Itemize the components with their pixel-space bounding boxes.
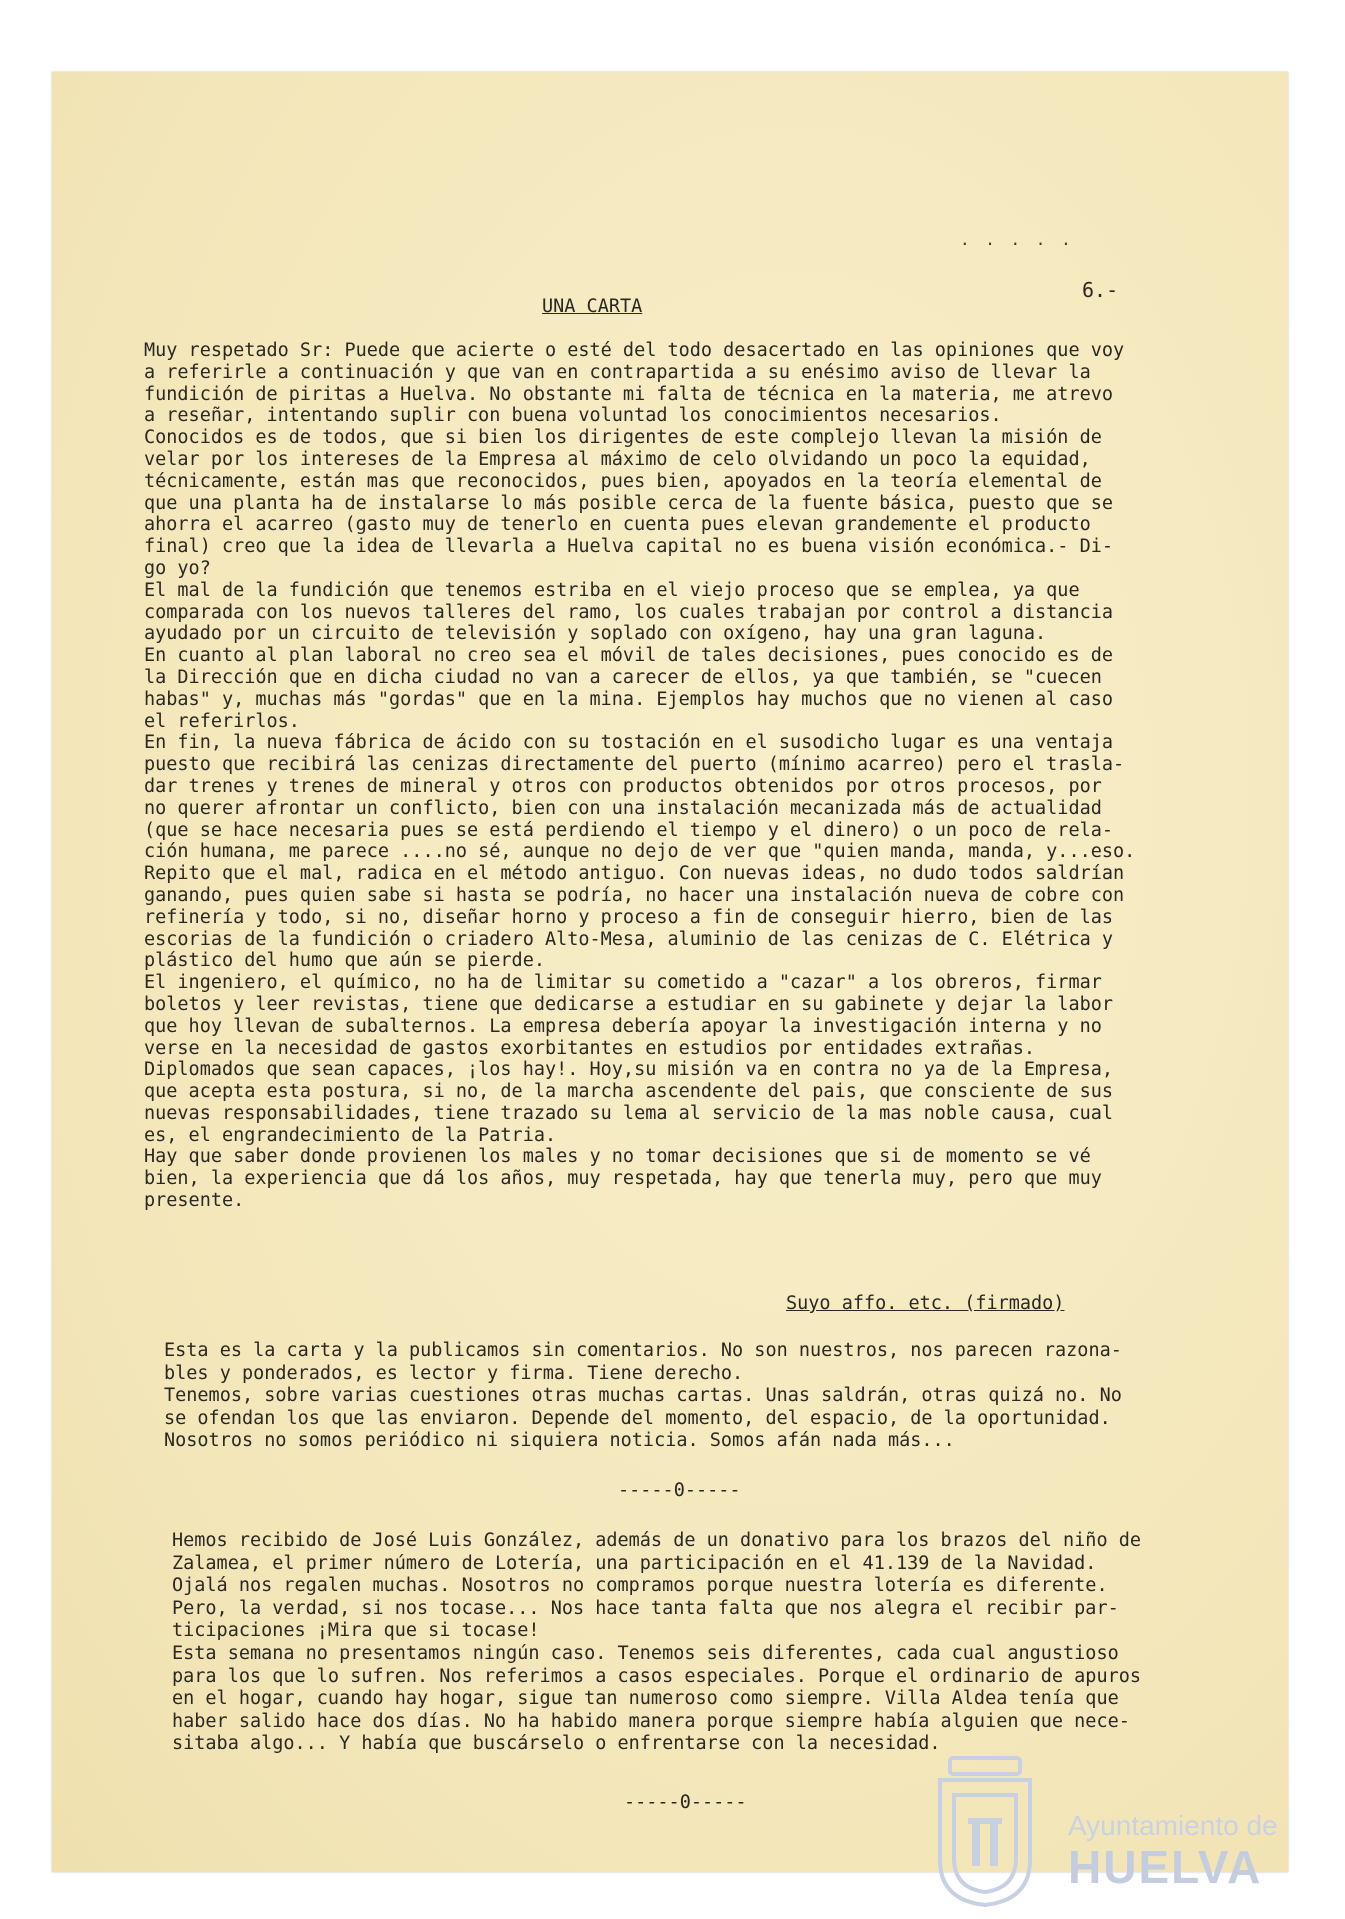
letter-line: final) creo que la idea de llevarla a Huelva capital no es buena visión económica.- Di- bbox=[144, 536, 1114, 558]
letter-line: a referirle a continuación y que van en contrapartida a su enésimo aviso de llevar la bbox=[144, 361, 1091, 383]
letter-line: Conocidos es de todos, que si bien los dirigentes de este complejo llevan la misión de bbox=[144, 427, 1102, 449]
letter-line: técnicamente, están mas que reconocidos, pues bien, apoyados en la teoría elemental de bbox=[144, 470, 1102, 492]
news-line: Hemos recibido de José Luis González, además de un donativo para los brazos del niño de bbox=[172, 1530, 1142, 1551]
news-line: Ojalá nos regalen muchas. Nosotros no compramos porque nuestra lotería es diferente. bbox=[172, 1575, 1108, 1597]
news-line: Zalamea, el primer número de Lotería, una participación en el 41.139 de la Navidad. bbox=[172, 1552, 1097, 1574]
letter-line: habas" y, muchas más "gordas" que en la mina. Ejemplos hay muchos que no vienen al caso bbox=[144, 688, 1114, 710]
letter-line: la Dirección que en dicha ciudad no van a carecer de ellos, ya que también, se "cuecen bbox=[144, 666, 1102, 688]
letter-line: nuevas responsabilidades, tiene trazado su lema al servicio de la mas noble causa, cual bbox=[144, 1102, 1114, 1124]
letter-line: (que se hace necesaria pues se está perdiendo el tiempo y el dinero) o un poco de rela- bbox=[144, 819, 1114, 841]
news-line: Pero, la verdad, si nos tocase... Nos hace tanta falta que nos alegra el recibir par- bbox=[172, 1597, 1119, 1619]
letter-line: boletos y leer revistas, tiene que dedicarse a estudiar en su gabinete y dejar la labor bbox=[144, 993, 1114, 1015]
letter-line: es, el engrandecimiento de la Patria. bbox=[144, 1124, 557, 1146]
letter-line: fundición de piritas a Huelva. No obstante mi falta de técnica en la materia, me atrevo bbox=[144, 383, 1114, 405]
letter-line: En cuanto al plan laboral no creo sea el móvil de tales decisiones, pues conocido es de bbox=[144, 645, 1114, 667]
letter-line: bien, la experiencia que dá los años, muy respetada, hay que tenerla muy, pero que muy bbox=[144, 1168, 1102, 1190]
section-divider: -----0----- bbox=[618, 1480, 741, 1501]
letter-line: Muy respetado Sr: Puede que acierte o esté del todo desacertado en las opiniones que voy bbox=[144, 340, 1125, 361]
commentary-line: bles y ponderados, es lector y firma. Tiene derecho. bbox=[164, 1362, 744, 1384]
stamp-text-ayuntamiento: Ayuntamiento de bbox=[1068, 1810, 1278, 1841]
letter-line: velar por los intereses de la Empresa al máximo de celo olvidando un poco la equidad, bbox=[144, 448, 1091, 470]
news-line: en el hogar, cuando hay hogar, sigue tan numeroso como siempre. Villa Aldea tenía que bbox=[172, 1688, 1119, 1710]
news-line: ticipaciones ¡Mira que si tocase! bbox=[172, 1620, 540, 1642]
letter-line: verse en la necesidad de gastos exorbitantes en estudios por entidades extrañas. bbox=[144, 1037, 1036, 1059]
letter-line: Repito que el mal, radica en el método antiguo. Con nuevas ideas, no dudo todos saldrían bbox=[144, 863, 1125, 885]
document-title: UNA CARTA bbox=[542, 296, 643, 317]
letter-line: ganando, pues quien sabe si hasta se podría, no hacer una instalación nueva de cobre con bbox=[144, 884, 1125, 906]
news-body bbox=[172, 1530, 1141, 1756]
letter-line: puesto que recibirá las cenizas directamente del puerto (mínimo acarreo) pero el trasla- bbox=[144, 754, 1125, 776]
commentary-line: Esta es la carta y la publicamos sin comentarios. No son nuestros, nos parecen razona- bbox=[164, 1340, 1122, 1361]
letter-line: refinería y todo, si no, diseñar horno y proceso a fin de conseguir hierro, bien de las bbox=[144, 906, 1114, 928]
commentary-line: se ofendan los que las enviaron. Depende del momento, del espacio, de la oportunidad. bbox=[164, 1407, 1111, 1429]
letter-line: El mal de la fundición que tenemos estriba en el viejo proceso que se emplea, ya que bbox=[144, 579, 1080, 601]
letter-line: ción humana, me parece ....no sé, aunque no dejo de ver que "quien manda, manda, y...eso. bbox=[144, 841, 1136, 863]
letter-line: a reseñar, intentando suplir con buena voluntad los conocimientos necesarios. bbox=[144, 405, 1002, 427]
letter-line: no querer afrontar un conflicto, bien con una instalación mecanizada más de actualidad bbox=[144, 797, 1102, 819]
letter-line: Diplomados que sean capaces, ¡los hay!. Hoy,su misión va en contra no ya de la Empresa, bbox=[144, 1059, 1114, 1081]
letter-line: El ingeniero, el químico, no ha de limitar su cometido a "cazar" a los obreros, firmar bbox=[144, 972, 1102, 994]
commentary-line: Tenemos, sobre varias cuestiones otras muchas cartas. Unas saldrán, otras quizá no. No bbox=[164, 1385, 1122, 1407]
letter-line: que acepta esta postura, si no, de la marcha ascendente del pais, que consciente de sus bbox=[144, 1081, 1114, 1103]
commentary-body bbox=[164, 1340, 1122, 1453]
news-line: sitaba algo... Y había que buscárselo o enfrentarse con la necesidad. bbox=[172, 1733, 941, 1755]
letter-line: En fin, la nueva fábrica de ácido con su tostación en el susodicho lugar es una ventaja bbox=[144, 732, 1114, 754]
signature: Suyo affo. etc. (firmado) bbox=[786, 1293, 1065, 1314]
letter-line: ahorra el acarreo (gasto muy de tenerlo en cuenta pues elevan grandemente el producto bbox=[144, 514, 1091, 536]
letter-line: escorias de la fundición o criadero Alto-Mesa, aluminio de las cenizas de C. Elétrica y bbox=[144, 928, 1114, 950]
letter-line: el referirlos. bbox=[144, 710, 300, 732]
letter-line: comparada con los nuevos talleres del ramo, los cuales trabajan por control a distancia bbox=[144, 601, 1114, 623]
letter-line: ayudado por un circuito de televisión y soplado con oxígeno, hay una gran laguna. bbox=[144, 623, 1047, 645]
stamp-text-huelva: HUELVA bbox=[1068, 1841, 1263, 1893]
letter-line: Hay que saber donde provienen los males y no tomar decisiones que si de momento se vé bbox=[144, 1146, 1091, 1168]
news-line: para los que lo sufren. Nos referimos a casos especiales. Porque el ordinario de apuros bbox=[172, 1665, 1142, 1687]
news-line: Esta semana no presentamos ningún caso. Tenemos seis diferentes, cada cual angustioso bbox=[172, 1642, 1119, 1664]
letter-body bbox=[144, 340, 1135, 1212]
letter-line: presente. bbox=[144, 1190, 245, 1212]
letter-line: dar trenes y trenes de mineral y otros con productos obtenidos por otros procesos, por bbox=[144, 775, 1102, 797]
letter-line: que una planta ha de instalarse lo más posible cerca de la fuente básica, puesto que se bbox=[144, 492, 1114, 514]
decorative-dots: . . . . . bbox=[960, 230, 1074, 249]
news-line: haber salido hace dos días. No ha habido manera porque siempre había alguien que nece- bbox=[172, 1710, 1130, 1732]
letter-line: que hoy llevan de subalternos. La empresa debería apoyar la investigación interna y no bbox=[144, 1015, 1102, 1037]
page-number: 6.- bbox=[1082, 278, 1119, 302]
commentary-line: Nosotros no somos periódico ni siquiera noticia. Somos afán nada más... bbox=[164, 1430, 955, 1452]
letter-line: go yo? bbox=[144, 557, 211, 579]
end-divider: -----0----- bbox=[624, 1792, 747, 1813]
letter-line: plástico del humo que aún se pierde. bbox=[144, 950, 545, 972]
